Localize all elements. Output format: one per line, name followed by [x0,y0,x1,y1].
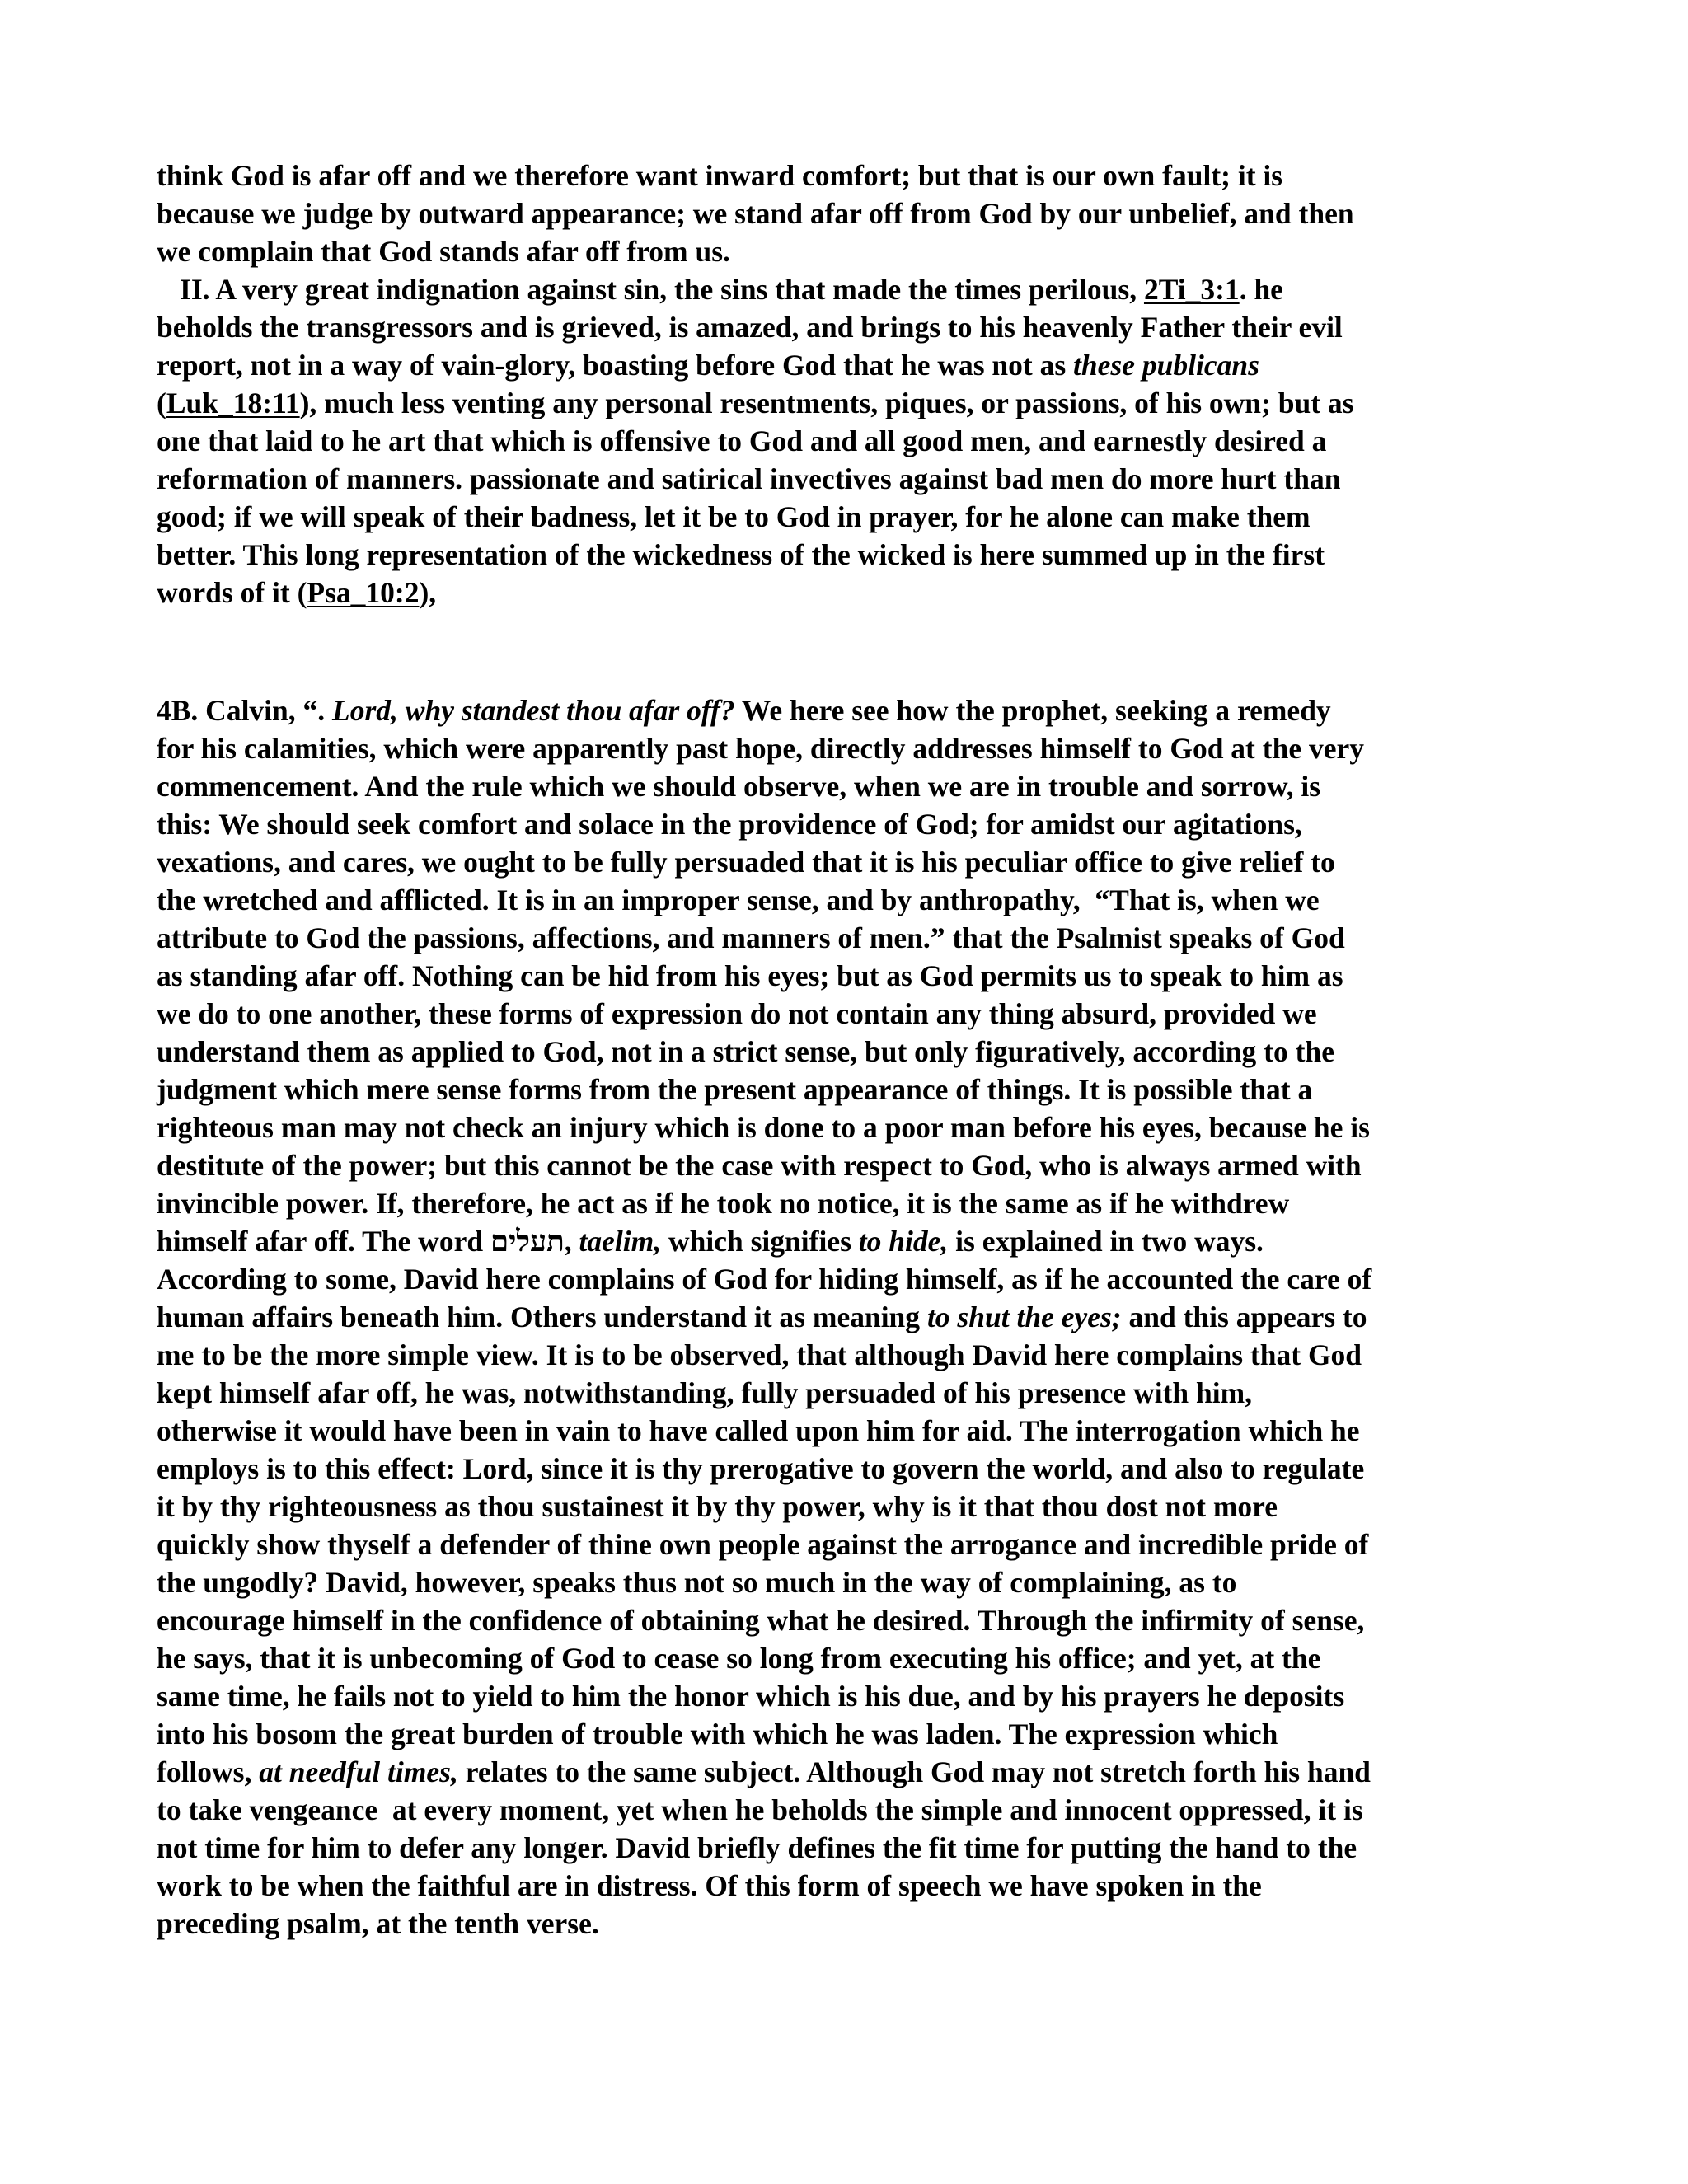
para2-text: ( [157,387,166,419]
calvin-text: We here see how the prophet, seeking a remedy [734,694,1331,727]
calvin-line-29 [157,1753,1558,1791]
para1-line-3: we complain that God stands afar off from us. [157,235,730,268]
para2-text: ), [419,576,437,609]
calvin-line-20: otherwise it would have been in vain to have called upon him for aid. The interrogation which he [157,1414,1360,1447]
calvin-line-5: vexations, and cares, we ought to be fully persuaded that it is his peculiar office to give relief to [157,846,1335,879]
scripture-link-luk-18-11[interactable]: Luk_18:11 [166,387,300,419]
calvin-text: , [564,1225,579,1258]
para2-text: II. A very great indignation against sin, the sins that made the times perilous, [180,273,1144,306]
calvin-commentary-block [157,691,1558,1943]
calvin-text: follows, [157,1755,260,1788]
para2-text: ), much less venting any personal resentments, piques, or passions, of his own; but as [299,387,1354,419]
calvin-line-33: preceding psalm, at the tenth verse. [157,1907,599,1940]
calvin-text: and this appears to [1121,1301,1367,1333]
calvin-italic-text: at needful times, [259,1755,458,1788]
calvin-line-1 [157,691,1558,729]
calvin-line-17 [157,1298,1558,1336]
calvin-text: human affairs beneath him. Others understand it as meaning [157,1301,927,1333]
calvin-line-19: kept himself afar off, he was, notwithstanding, fully persuaded of his presence with him, [157,1376,1253,1409]
calvin-line-11: judgment which mere sense forms from the present appearance of things. It is possible that a [157,1073,1313,1106]
calvin-line-14: invincible power. If, therefore, he act as if he took no notice, it is the same as if he withdrew [157,1187,1290,1220]
calvin-line-10: understand them as applied to God, not in a strict sense, but only figuratively, according to the [157,1035,1334,1068]
calvin-line-8: as standing afar off. Nothing can be hid from his eyes; but as God permits us to speak to him as [157,959,1343,992]
calvin-line-18: me to be the more simple view. It is to be observed, that although David here complains that God [157,1338,1362,1371]
calvin-text: is explained in two ways. [948,1225,1264,1258]
henry-commentary-block [157,157,1558,612]
para2-text: . he [1239,273,1283,306]
para2-line-6: reformation of manners. passionate and satirical invectives against bad men do more hurt than [157,462,1341,495]
calvin-line-7: attribute to God the passions, affections, and manners of men.” that the Psalmist speaks of God [157,921,1345,954]
calvin-heading-text: 4B. Calvin, “. [157,694,333,727]
para2-text: words of it ( [157,576,307,609]
calvin-line-31: not time for him to defer any longer. David briefly defines the fit time for putting the hand to the [157,1831,1357,1864]
calvin-line-22: it by thy righteousness as thou sustainest it by thy power, why is it that thou dost not more [157,1490,1278,1523]
scripture-link-2ti-3-1[interactable]: 2Ti_3:1 [1143,273,1240,306]
para2-line-4 [157,384,1558,422]
para2-line-9 [157,574,1558,612]
calvin-line-16: According to some, David here complains of God for hiding himself, as if he accounted the care of [157,1263,1372,1296]
calvin-italic-text: to hide, [858,1225,949,1258]
calvin-italic-text: taelim, [579,1225,662,1258]
calvin-line-30: to take vengeance at every moment, yet when he beholds the simple and innocent oppressed, it is [157,1793,1363,1826]
calvin-line-12: righteous man may not check an injury which is done to a poor man before his eyes, because he is [157,1111,1370,1144]
para2-italic-text: these publicans [1073,349,1259,382]
para2-line-3 [157,346,1558,384]
calvin-line-32: work to be when the faithful are in distress. Of this form of speech we have spoken in the [157,1869,1262,1902]
calvin-line-27: same time, he fails not to yield to him the honor which is his due, and by his prayers he deposits [157,1680,1345,1713]
calvin-line-25: encourage himself in the confidence of obtaining what he desired. Through the infirmity of sense, [157,1604,1365,1637]
calvin-line-28: into his bosom the great burden of trouble with which he was laden. The expression which [157,1718,1278,1750]
para2-line-8: better. This long representation of the wickedness of the wicked is here summed up in the first [157,538,1325,571]
calvin-line-9: we do to one another, these forms of expression do not contain any thing absurd, provided we [157,997,1317,1030]
calvin-line-21: employs is to this effect: Lord, since it is thy prerogative to govern the world, and also to regulate [157,1452,1365,1485]
para2-line-2: beholds the transgressors and is grieved, is amazed, and brings to his heavenly Father their evil [157,311,1343,344]
calvin-italic-text: to shut the eyes; [926,1301,1122,1333]
calvin-line-26: he says, that it is unbecoming of God to cease so long from executing his office; and yet, at the [157,1642,1321,1675]
calvin-text: which signifies [661,1225,859,1258]
calvin-line-4: this: We should seek comfort and solace in the providence of God; for amidst our agitations, [157,808,1302,841]
para2-line-7: good; if we will speak of their badness, let it be to God in prayer, for he alone can make them [157,500,1311,533]
para1-line-1: think God is afar off and we therefore want inward comfort; but that is our own fault; it is [157,159,1283,192]
para2-line-5: one that laid to he art that which is offensive to God and all good men, and earnestly desired a [157,424,1327,457]
scripture-link-psa-10-2[interactable]: Psa_10:2 [307,576,420,609]
calvin-line-15 [157,1222,1558,1260]
hebrew-word: תעלים [490,1225,565,1258]
calvin-line-6: the wretched and afflicted. It is in an improper sense, and by anthropathy, “That is, when we [157,883,1320,916]
para1-line-2: because we judge by outward appearance; we stand afar off from God by our unbelief, and then [157,197,1354,230]
calvin-text: relates to the same subject. Although God may not stretch forth his hand [457,1755,1371,1788]
calvin-line-24: the ungodly? David, however, speaks thus not so much in the way of complaining, as to [157,1566,1237,1599]
calvin-line-3: commencement. And the rule which we should observe, when we are in trouble and sorrow, is [157,770,1321,803]
calvin-line-13: destitute of the power; but this cannot be the case with respect to God, who is always armed with [157,1149,1362,1182]
calvin-text: himself afar off. The word [157,1225,490,1258]
para2-text: report, not in a way of vain-glory, boasting before God that he was not as [157,349,1074,382]
para2-line-1 [157,270,1558,308]
calvin-line-2: for his calamities, which were apparently past hope, directly addresses himself to God at the very [157,732,1364,765]
calvin-line-23: quickly show thyself a defender of thine own people against the arrogance and incredible pride of [157,1528,1369,1561]
calvin-italic-text: Lord, why standest thou afar off? [332,694,735,727]
